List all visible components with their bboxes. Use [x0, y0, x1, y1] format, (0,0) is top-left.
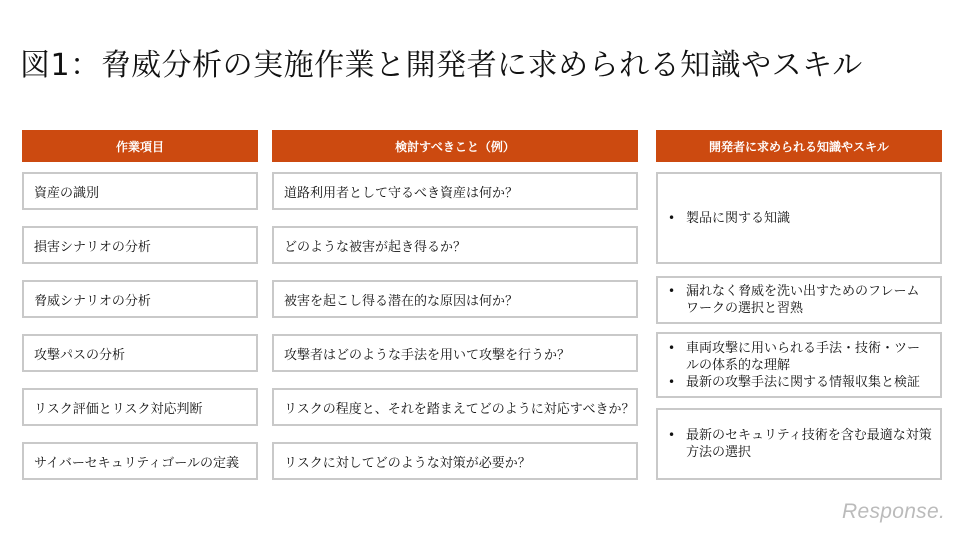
bullet-icon: •	[668, 374, 676, 389]
work-item-damage-scenario: 損害シナリオの分析	[22, 226, 258, 264]
considerations-header: 検討すべきこと（例）	[272, 130, 638, 162]
skills-box-attack-methods	[656, 332, 942, 398]
skills-box-framework	[656, 276, 942, 324]
response-logo: Response.	[842, 500, 946, 523]
work-item-risk-assessment: リスク評価とリスク対応判断	[22, 388, 258, 426]
page-title: 図1：脅威分析の実施作業と開発者に求められる知識やスキル	[20, 48, 863, 83]
work-item-asset-identification: 資産の識別	[22, 172, 258, 210]
work-items-column	[22, 130, 258, 471]
work-items-header: 作業項目	[22, 130, 258, 162]
bullet-icon: •	[668, 284, 676, 298]
skills-box-countermeasures	[656, 408, 942, 480]
list-item: • 製品に関する知識	[668, 210, 791, 226]
considerations-column	[272, 130, 638, 471]
bullet-icon: •	[668, 210, 676, 225]
work-item-attack-path: 攻撃パスの分析	[22, 334, 258, 372]
consideration-row: リスクに対してどのような対策が必要か？	[272, 442, 638, 480]
list-item: • 車両攻撃に用いられる手法・技術・ツールの体系的な理解	[668, 340, 921, 373]
skills-box-product-knowledge	[656, 172, 942, 264]
list-item: • 最新の攻撃手法に関する情報収集と検証	[668, 374, 921, 390]
skills-header: 開発者に求められる知識やスキル	[656, 130, 942, 162]
consideration-row: どのような被害が起き得るか？	[272, 226, 638, 264]
skills-column	[656, 130, 942, 460]
list-item: • 漏れなく脅威を洗い出すためのフレームワークの選択と習熟	[668, 284, 920, 316]
work-item-threat-scenario: 脅威シナリオの分析	[22, 280, 258, 318]
work-item-cybersecurity-goal: サイバーセキュリティゴールの定義	[22, 442, 258, 480]
list-item: • 最新のセキュリティ技術を含む最適な対策方法の選択	[668, 428, 932, 460]
consideration-row: リスクの程度と、それを踏まえてどのように対応すべきか？	[272, 388, 638, 426]
bullet-icon: •	[668, 340, 676, 355]
bullet-icon: •	[668, 428, 676, 442]
consideration-row: 被害を起こし得る潜在的な原因は何か？	[272, 280, 638, 318]
consideration-row: 攻撃者はどのような手法を用いて攻撃を行うか？	[272, 334, 638, 372]
consideration-row: 道路利用者として守るべき資産は何か？	[272, 172, 638, 210]
